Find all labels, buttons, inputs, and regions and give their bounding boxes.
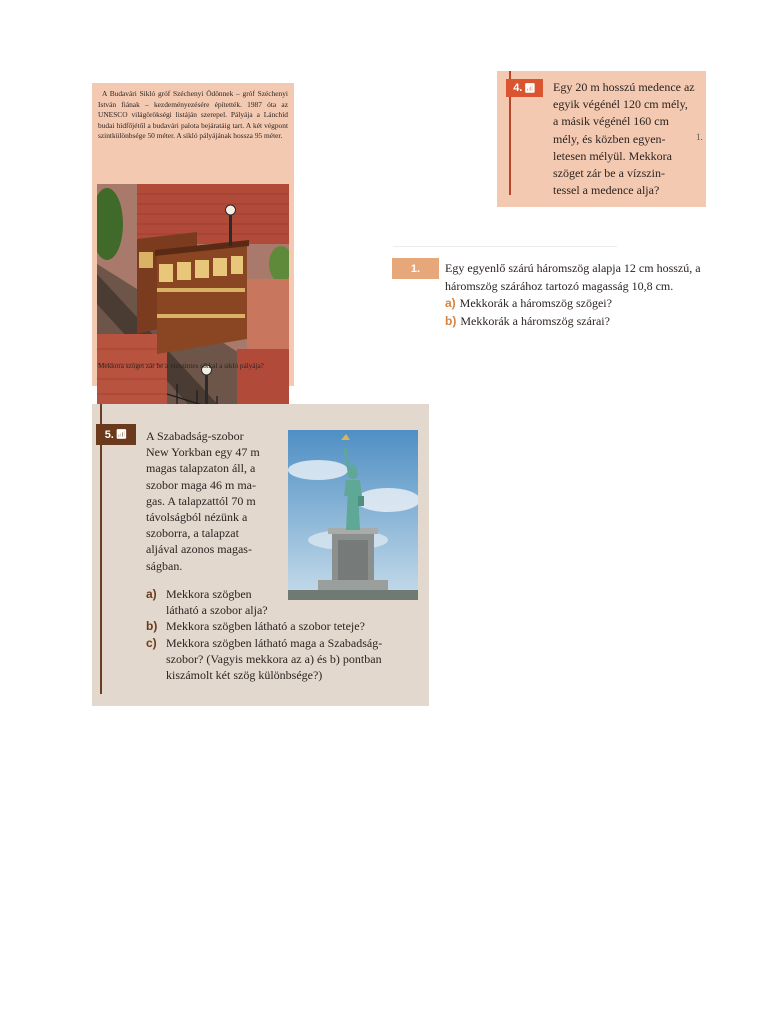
text-line: magas talapzaton áll, a <box>146 461 256 476</box>
exercise-5-text <box>146 428 278 574</box>
statue-of-liberty-photo <box>288 430 418 600</box>
question-text: Mekkorák a háromszög szögei? <box>459 296 612 310</box>
exercise-4-card <box>497 71 706 207</box>
exercise-number-badge <box>392 258 439 279</box>
text-line: Egy egyenlő szárú háromszög alapja 12 cm hosszú, a <box>445 261 701 275</box>
separator-line <box>393 246 617 247</box>
question-a <box>445 295 745 313</box>
signal-icon: 📶︎ <box>115 429 128 439</box>
siklo-card <box>92 83 294 386</box>
clipped-number-fragment: 1. <box>696 132 703 142</box>
funicular-photo <box>97 184 289 436</box>
text-line: tessel a medence alja? <box>553 183 660 198</box>
exercise-5-card <box>92 404 429 706</box>
text-line: aljával azonos magas- <box>146 542 252 557</box>
text-line: egyik végénél 120 cm mély, <box>553 97 688 112</box>
text-line: New Yorkban egy 47 m <box>146 445 260 460</box>
question-a <box>146 586 416 618</box>
text-line: gas. A talapzattól 70 m <box>146 493 256 508</box>
exercise-number-badge <box>506 79 543 97</box>
question-line: szobor? (Vagyis mekkora az a) és b) pontban <box>166 651 382 666</box>
text-line: szobor maga 46 m ma- <box>146 477 256 492</box>
exercise-number-badge <box>96 424 136 445</box>
siklo-paragraph: A Budavári Sikló gróf Széchenyi Ödönnek – gróf Széchenyi István fiának – kezdeményezésére építették. 1987 óta az UNESCO világörökségi listáján szerepel. Pályája a Lánchíd budai hídfőjétől a budavári palota bejáratáig tart. A két végpont szintkülönbsége 50 méter. A sikló pályájának hossza 95 méter. <box>98 89 288 141</box>
question-c <box>146 635 416 684</box>
question-label: a) <box>146 587 157 601</box>
text-line: a másik végénél 160 cm <box>553 114 669 129</box>
exercise-1-text <box>445 260 745 330</box>
question-text: Mekkorák a háromszög szárai? <box>460 313 610 328</box>
exercise-number: 1. <box>410 262 421 275</box>
question-label: b) <box>146 619 158 634</box>
text-line: háromszög szárához tartozó magasság 10,8 cm. <box>445 278 674 293</box>
question-label: b) <box>445 313 457 328</box>
signal-icon: 📶︎ <box>524 82 536 93</box>
exercise-number: 4. <box>513 82 523 94</box>
siklo-question: Mekkora szöget zár be a vízszintes síkkal a sikló pályája? <box>98 362 264 370</box>
text-line: szoborra, a talapzat <box>146 526 239 541</box>
exercise-5-questions <box>146 586 416 683</box>
question-label: c) <box>146 635 157 650</box>
text-line: mély, és közben egyen- <box>553 131 666 146</box>
text-line: távolságból nézünk a <box>146 510 248 525</box>
text-line: ságban. <box>146 558 183 573</box>
question-line: Mekkora szögben látható a szobor teteje? <box>166 619 365 634</box>
exercise-4-text <box>553 79 703 199</box>
text-line: szöget zár be a vízszin- <box>553 166 665 181</box>
question-b <box>146 618 416 634</box>
exercise-number: 5. <box>104 428 114 441</box>
question-line: kiszámolt két szög különbsége?) <box>166 668 323 683</box>
question-line: látható a szobor alja? <box>166 603 268 618</box>
question-label: a) <box>445 296 456 310</box>
question-b <box>445 313 745 331</box>
card-accent-line <box>100 404 102 694</box>
question-line: Mekkora szögben látható maga a Szabadság- <box>166 635 383 650</box>
text-line: letesen mélyül. Mekkora <box>553 148 672 163</box>
text-line: A Szabadság-szobor <box>146 429 244 443</box>
text-line: Egy 20 m hosszú medence az <box>553 80 695 94</box>
question-line: Mekkora szögben <box>166 587 252 601</box>
